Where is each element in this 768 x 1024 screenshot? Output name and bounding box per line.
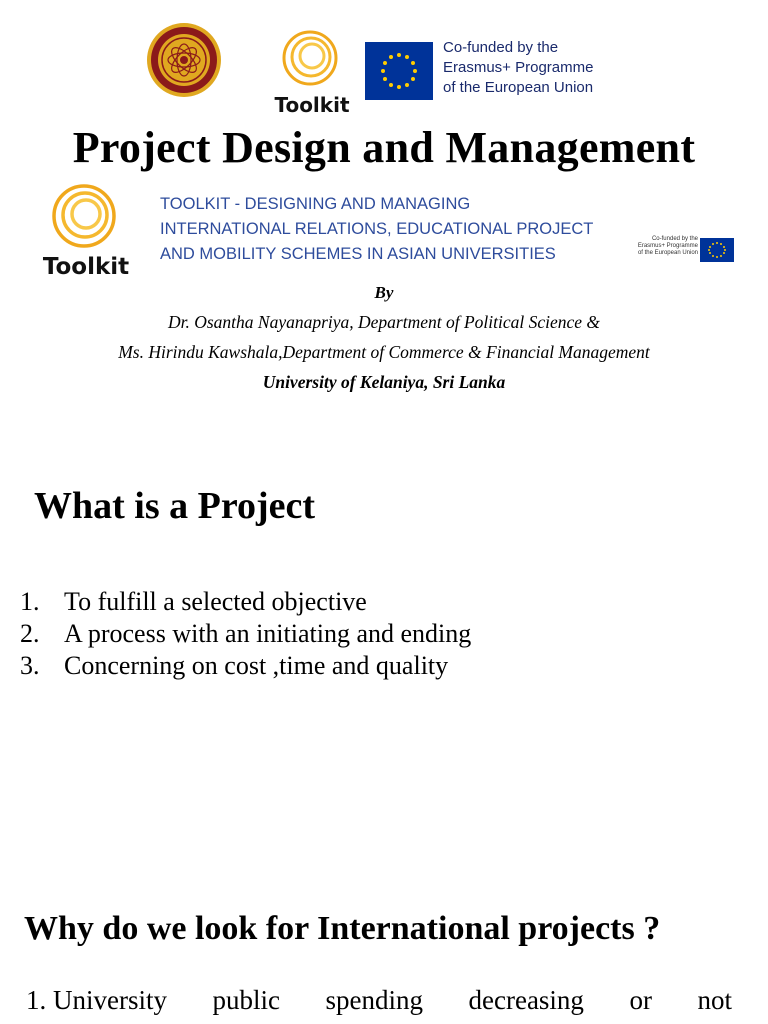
eu-flag-small-icon — [700, 238, 734, 262]
toolkit-logo — [272, 26, 352, 118]
eu-text-line: Erasmus+ Programme — [443, 59, 594, 76]
list-number: 1. — [20, 587, 40, 616]
list-word: not — [697, 985, 732, 1015]
list-item — [20, 618, 471, 650]
byline-label: By — [374, 283, 394, 302]
author-line: Ms. Hirindu Kawshala,Department of Commerce & Financial Management — [118, 342, 650, 362]
section-heading: Why do we look for International projects ? — [24, 910, 661, 947]
banner-line: TOOLKIT - DESIGNING AND MANAGING — [160, 195, 471, 213]
section-heading: What is a Project — [34, 485, 316, 527]
eu-cofunded-text — [443, 38, 643, 98]
eu-text-line: Co-funded by the — [443, 39, 559, 56]
reasons-list — [26, 983, 732, 1017]
university-name: University of Kelaniya, Sri Lanka — [262, 372, 506, 392]
list-item — [20, 586, 471, 618]
list-text: To fulfill a selected objective — [64, 587, 367, 616]
list-word: public — [212, 985, 280, 1015]
toolkit-logo-text: Toolkit — [42, 254, 130, 280]
list-item — [20, 650, 471, 682]
eu-cofunded-small-text — [620, 236, 698, 257]
list-number: 2. — [20, 619, 40, 648]
list-word: decreasing — [468, 985, 584, 1015]
list-item — [26, 983, 732, 1017]
list-text: Concerning on cost ,time and quality — [64, 651, 449, 680]
eu-small-line: Co-funded by the — [651, 236, 698, 242]
toolkit-logo-text: Toolkit — [274, 93, 350, 117]
university-seal-logo — [146, 22, 222, 98]
eu-flag-icon — [365, 42, 433, 100]
eu-text-line: of the European Union — [443, 79, 594, 96]
project-banner-text — [160, 192, 620, 267]
list-word: 1. University — [26, 985, 167, 1015]
eu-small-line: of the European Union — [637, 250, 698, 256]
list-number: 3. — [20, 651, 40, 680]
list-text: A process with an initiating and ending — [64, 619, 472, 648]
eu-small-line: Erasmus+ Programme — [637, 243, 698, 249]
page-title: Project Design and Management — [72, 123, 696, 172]
project-definition-list — [20, 586, 471, 682]
list-word: or — [629, 985, 652, 1015]
banner-line: AND MOBILITY SCHEMES IN ASIAN UNIVERSITIES — [160, 245, 556, 263]
list-word: spending — [325, 985, 423, 1015]
banner-line: INTERNATIONAL RELATIONS, EDUCATIONAL PROJECT — [160, 220, 594, 238]
author-line: Dr. Osantha Nayanapriya, Department of Political Science & — [167, 312, 601, 332]
toolkit-logo-large — [40, 180, 132, 280]
logo-row — [0, 20, 768, 117]
